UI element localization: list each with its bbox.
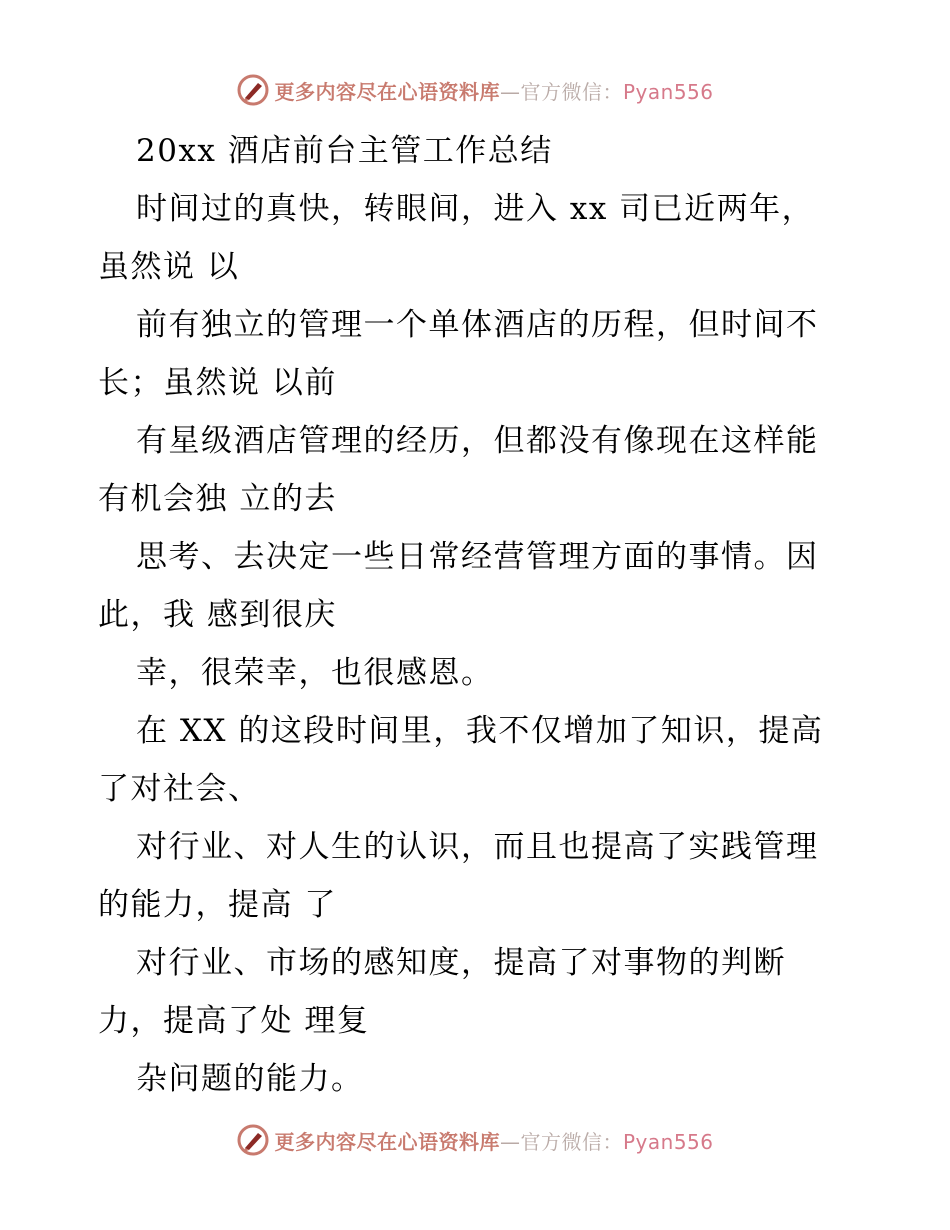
text-line: 在 XX 的这段时间里，我不仅增加了知识，提高 (136, 713, 824, 749)
text-line: 有机会独 立的去 (98, 481, 337, 517)
text-line: 虽然说 以 (98, 249, 240, 285)
watermark-text: 更多内容尽在心语资料库—官方微信：Pyan556 (274, 1129, 714, 1154)
text-line: 了对社会、 (98, 771, 261, 807)
text-line: 杂问题的能力。 (136, 1061, 364, 1097)
document-title: 20xx 酒店前台主管工作总结 (136, 133, 553, 169)
text-line: 的能力，提高 了 (98, 887, 337, 923)
text-line: 对行业、市场的感知度，提高了对事物的判断 (136, 945, 786, 981)
text-line: 对行业、对人生的认识，而且也提高了实践管理 (136, 829, 819, 865)
watermark-text: 更多内容尽在心语资料库—官方微信：Pyan556 (274, 79, 714, 104)
text-line: 力，提高了处 理复 (98, 1003, 370, 1039)
text-line: 有星级酒店管理的经历，但都没有像现在这样能 (136, 423, 819, 459)
pen-circle-logo-icon (236, 1123, 270, 1157)
header-watermark (0, 70, 950, 110)
footer-watermark (0, 1120, 950, 1160)
text-line: 前有独立的管理一个单体酒店的历程，但时间不 (136, 307, 819, 343)
text-line: 思考、去决定一些日常经营管理方面的事情。因 (136, 539, 819, 575)
text-line: 长；虽然说 以前 (98, 365, 337, 401)
document-body (98, 122, 858, 1108)
pen-circle-logo-icon (236, 73, 270, 107)
text-line: 此，我 感到很庆 (98, 597, 337, 633)
text-line: 时间过的真快，转眼间，进入 xx 司已近两年， (136, 191, 815, 227)
text-line: 幸，很荣幸，也很感恩。 (136, 655, 494, 691)
